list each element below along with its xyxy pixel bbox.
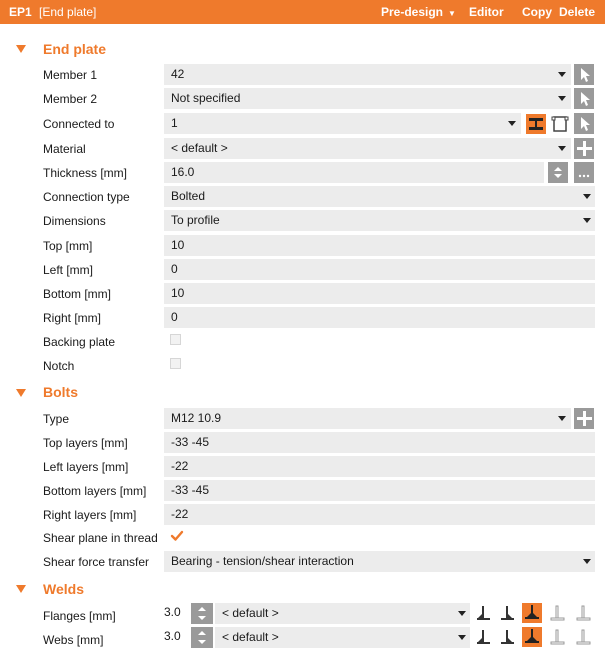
top-layers-input[interactable] <box>164 432 595 453</box>
top-value: 10 <box>171 238 185 252</box>
right-value: 0 <box>171 310 178 324</box>
webs-material-select[interactable] <box>215 627 470 648</box>
member1-value: 42 <box>171 67 185 81</box>
weld-type-icon[interactable] <box>498 604 517 623</box>
bottom-input[interactable] <box>164 283 595 304</box>
weld-type-icon[interactable] <box>474 604 493 623</box>
top-layers-label: Top layers [mm] <box>43 436 128 450</box>
material-select[interactable] <box>164 138 571 159</box>
left-layers-label: Left layers [mm] <box>43 460 129 474</box>
right-layers-label: Right layers [mm] <box>43 508 137 522</box>
connected-to-select[interactable] <box>164 113 521 134</box>
section-title-end-plate: End plate <box>43 41 107 57</box>
bolt-type-value: M12 10.9 <box>171 411 222 425</box>
backing-plate-label: Backing plate <box>43 335 116 349</box>
dropdown-arrow-icon <box>508 121 516 126</box>
shear-force-select[interactable] <box>164 551 595 572</box>
dropdown-arrow-icon <box>558 146 566 151</box>
right-layers-input[interactable] <box>164 504 595 525</box>
bottom-value: 10 <box>171 286 185 300</box>
thickness-input[interactable] <box>164 162 544 183</box>
left-layers-value: -22 <box>171 459 189 473</box>
collapse-triangle-icon[interactable] <box>16 389 26 397</box>
bolt-type-label: Type <box>43 412 70 426</box>
member2-label: Member 2 <box>43 92 98 106</box>
dropdown-arrow-icon <box>583 194 591 199</box>
backing-plate-checkbox[interactable] <box>170 334 181 345</box>
right-label: Right [mm] <box>43 311 102 325</box>
spinner-icon[interactable] <box>191 627 213 648</box>
delete-button[interactable]: Delete <box>559 5 596 19</box>
title-bar <box>0 0 605 24</box>
add-icon[interactable] <box>574 138 594 159</box>
left-layers-input[interactable] <box>164 456 595 477</box>
dropdown-arrow-icon <box>558 96 566 101</box>
weld-type-icon[interactable] <box>522 627 542 647</box>
more-icon[interactable] <box>574 162 594 183</box>
bottom-layers-label: Bottom layers [mm] <box>43 484 147 498</box>
notch-label: Notch <box>43 359 75 373</box>
weld-type-icon[interactable] <box>574 604 593 623</box>
thickness-label: Thickness [mm] <box>43 166 128 180</box>
right-layers-value: -22 <box>171 507 189 521</box>
bottom-label: Bottom [mm] <box>43 287 112 301</box>
dimensions-select[interactable] <box>164 210 595 231</box>
shear-plane-label: Shear plane in thread <box>43 531 158 545</box>
dropdown-arrow-icon <box>458 635 466 640</box>
editor-button[interactable]: Editor <box>469 5 504 19</box>
spinner-icon[interactable] <box>548 162 568 183</box>
predesign-menu[interactable]: Pre-design <box>381 5 444 19</box>
weld-type-icon[interactable] <box>548 604 567 623</box>
connected-to-value: 1 <box>171 116 178 130</box>
collapse-triangle-icon[interactable] <box>16 585 26 593</box>
check-icon <box>170 529 184 543</box>
connection-type-value: Bolted <box>171 189 206 203</box>
flanges-size[interactable]: 3.0 <box>164 605 181 619</box>
webs-size[interactable]: 3.0 <box>164 629 181 643</box>
member1-select[interactable] <box>164 64 571 85</box>
weld-type-icon[interactable] <box>574 628 593 647</box>
member1-label: Member 1 <box>43 68 98 82</box>
top-input[interactable] <box>164 235 595 256</box>
connection-type-title: [End plate] <box>39 5 97 19</box>
connected-to-label: Connected to <box>43 117 115 131</box>
dropdown-arrow-icon <box>558 416 566 421</box>
webs-material-value: < default > <box>222 630 279 644</box>
select-pointer-icon[interactable] <box>574 88 594 109</box>
material-label: Material <box>43 142 86 156</box>
left-value: 0 <box>171 262 178 276</box>
weld-type-icon[interactable] <box>522 603 542 623</box>
weld-type-icon[interactable] <box>548 628 567 647</box>
dropdown-arrow-icon <box>558 72 566 77</box>
spinner-icon[interactable] <box>191 603 213 624</box>
bottom-layers-value: -33 -45 <box>171 483 210 497</box>
connection-type-select[interactable] <box>164 186 595 207</box>
shear-force-label: Shear force transfer <box>43 555 150 569</box>
thickness-value: 16.0 <box>171 165 195 179</box>
connect-flange-icon[interactable] <box>526 114 546 134</box>
flanges-material-select[interactable] <box>215 603 470 624</box>
notch-checkbox[interactable] <box>170 358 181 369</box>
add-icon[interactable] <box>574 408 594 429</box>
bolt-type-select[interactable] <box>164 408 571 429</box>
connection-type-label: Connection type <box>43 190 130 204</box>
collapse-triangle-icon[interactable] <box>16 45 26 53</box>
select-pointer-icon[interactable] <box>574 64 594 85</box>
weld-type-icon[interactable] <box>474 628 493 647</box>
weld-type-icon[interactable] <box>498 628 517 647</box>
top-layers-value: -33 -45 <box>171 435 210 449</box>
section-title-welds: Welds <box>43 581 84 597</box>
member2-select[interactable] <box>164 88 571 109</box>
dropdown-arrow-icon <box>583 559 591 564</box>
flanges-material-value: < default > <box>222 606 279 620</box>
material-value: < default > <box>171 141 228 155</box>
left-label: Left [mm] <box>43 263 94 277</box>
copy-button[interactable]: Copy <box>522 5 552 19</box>
dropdown-arrow-icon <box>458 611 466 616</box>
section-title-bolts: Bolts <box>43 384 78 400</box>
dropdown-arrow-icon <box>583 218 591 223</box>
dimensions-label: Dimensions <box>43 214 106 228</box>
left-input[interactable] <box>164 259 595 280</box>
bottom-layers-input[interactable] <box>164 480 595 501</box>
webs-label: Webs [mm] <box>43 633 104 647</box>
dimensions-value: To profile <box>171 213 220 227</box>
shear-force-value: Bearing - tension/shear interaction <box>171 554 354 568</box>
connection-id: EP1 <box>9 5 32 19</box>
chevron-down-icon[interactable]: ▼ <box>448 9 456 18</box>
top-label: Top [mm] <box>43 239 93 253</box>
select-pointer-icon[interactable] <box>574 113 594 134</box>
shear-plane-checkbox[interactable] <box>170 529 184 543</box>
member2-value: Not specified <box>171 91 241 105</box>
connect-web-icon[interactable] <box>550 114 570 134</box>
flanges-label: Flanges [mm] <box>43 609 116 623</box>
right-input[interactable] <box>164 307 595 328</box>
